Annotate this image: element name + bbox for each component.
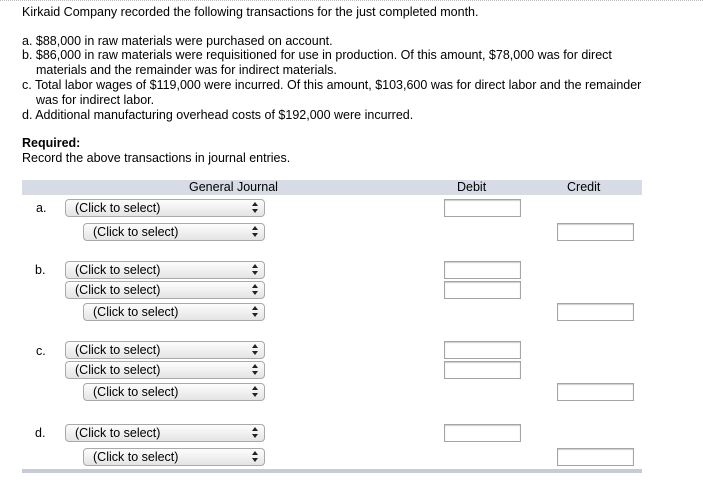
debit-input[interactable] <box>444 261 521 279</box>
select-arrows-icon <box>252 451 258 463</box>
journal-header <box>22 180 642 195</box>
account-select[interactable]: (Click to select) <box>83 383 265 401</box>
transaction-b: b. $86,000 in raw materials were requisitioned for use in production. Of this amount, $78,000 was for direct materials and the remainder was for indirect materials. <box>22 48 612 77</box>
debit-input[interactable] <box>444 281 521 299</box>
select-arrows-icon <box>252 264 258 276</box>
debit-input[interactable] <box>444 424 521 442</box>
entry-letter-d: d. <box>35 426 46 440</box>
select-arrows-icon <box>252 344 258 356</box>
select-arrows-icon <box>252 202 258 214</box>
entry-letter-b: b. <box>35 263 46 277</box>
transaction-c: c. Total labor wages of $119,000 were incurred. Of this amount, $103,600 was for direct labor and the remainder was for indirect labor. <box>22 78 642 107</box>
select-arrows-icon <box>252 284 258 296</box>
problem-title: Kirkaid Company recorded the following transactions for the just completed month. <box>22 5 479 19</box>
select-arrows-icon <box>252 364 258 376</box>
credit-input[interactable] <box>557 448 634 466</box>
general-journal-heading: General Journal <box>189 180 278 194</box>
account-select[interactable]: (Click to select) <box>83 303 265 321</box>
entry-letter-a: a. <box>36 201 47 215</box>
select-arrows-icon <box>252 386 258 398</box>
transaction-d: d. Additional manufacturing overhead costs of $192,000 were incurred. <box>22 108 414 122</box>
debit-input[interactable] <box>444 199 521 217</box>
select-arrows-icon <box>252 306 258 318</box>
account-select[interactable]: (Click to select) <box>65 341 265 359</box>
credit-heading: Credit <box>567 180 601 194</box>
journal-footer-bar <box>22 469 642 473</box>
required-label: Required: <box>22 136 81 150</box>
entry-letter-c: c. <box>36 344 46 358</box>
account-select[interactable]: (Click to select) <box>65 424 265 442</box>
debit-input[interactable] <box>444 361 521 379</box>
debit-input[interactable] <box>444 341 521 359</box>
account-select[interactable]: (Click to select) <box>65 361 265 379</box>
top-divider <box>0 0 703 1</box>
credit-input[interactable] <box>557 303 634 321</box>
account-select[interactable]: (Click to select) <box>83 223 265 241</box>
account-select[interactable]: (Click to select) <box>83 448 265 466</box>
credit-input[interactable] <box>557 383 634 401</box>
credit-input[interactable] <box>557 223 634 241</box>
account-select[interactable]: (Click to select) <box>65 281 265 299</box>
select-arrows-icon <box>252 427 258 439</box>
account-select[interactable]: (Click to select) <box>65 261 265 279</box>
account-select[interactable]: (Click to select) <box>65 199 265 217</box>
debit-heading: Debit <box>457 180 487 194</box>
required-text: Record the above transactions in journal entries. <box>22 151 291 165</box>
transaction-a: a. $88,000 in raw materials were purchased on account. <box>22 34 333 48</box>
select-arrows-icon <box>252 226 258 238</box>
